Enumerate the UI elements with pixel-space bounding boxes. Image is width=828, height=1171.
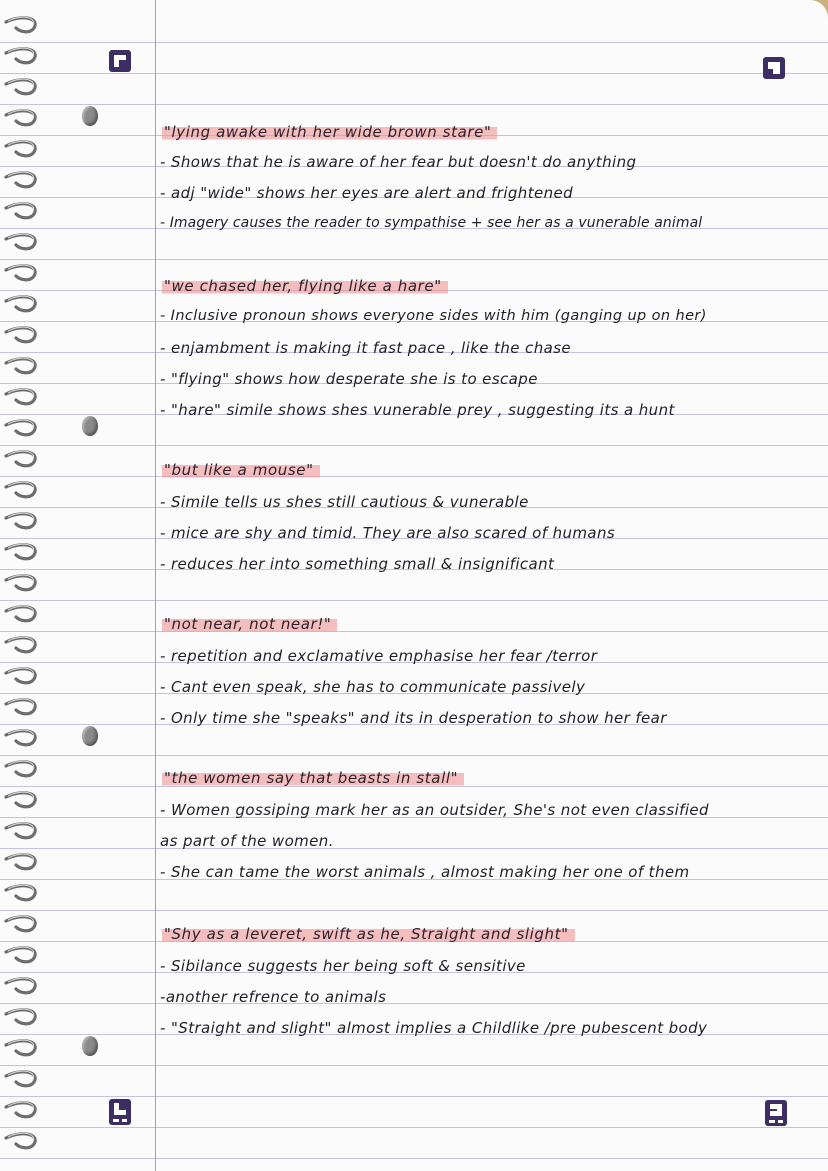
quote-heading: "not near, not near!" <box>162 615 337 633</box>
note-line: - Women gossiping mark her as an outsider, She's not even classified <box>160 801 709 819</box>
note-line: - Shows that he is aware of her fear but doesn't do anything <box>160 153 637 171</box>
note-line: - reduces her into something small & insignificant <box>160 555 555 573</box>
note-line: -another refrence to animals <box>160 988 387 1006</box>
note-line: - Cant even speak, she has to communicate passively <box>160 678 586 696</box>
punch-hole <box>82 106 98 126</box>
note-line: - Imagery causes the reader to sympathise + see her as a vunerable animal <box>160 215 703 231</box>
quote-heading: "the women say that beasts in stall" <box>162 769 464 787</box>
corner-logo-icon <box>109 50 131 72</box>
note-line: - "Straight and slight" almost implies a Childlike /pre pubescent body <box>160 1019 708 1037</box>
note-line: - Inclusive pronoun shows everyone sides with him (ganging up on her) <box>160 308 707 324</box>
note-line: - She can tame the worst animals , almost making her one of them <box>160 863 690 881</box>
note-line: - repetition and exclamative emphasise her fear /terror <box>160 647 598 665</box>
punch-hole <box>82 1036 98 1056</box>
note-line: - Simile tells us shes still cautious & vunerable <box>160 493 529 511</box>
quote-heading: "lying awake with her wide brown stare" <box>162 123 497 141</box>
note-line: - enjambment is making it fast pace , like the chase <box>160 339 572 357</box>
punch-hole <box>82 726 98 746</box>
quote-heading: "we chased her, flying like a hare" <box>162 277 448 295</box>
note-line: - Only time she "speaks" and its in desperation to show her fear <box>160 709 667 727</box>
punch-hole <box>82 416 98 436</box>
note-line: as part of the women. <box>160 832 334 850</box>
note-line: - adj "wide" shows her eyes are alert and frightened <box>160 184 574 202</box>
note-line: - "hare" simile shows shes vunerable prey , suggesting its a hunt <box>160 401 675 419</box>
margin-line <box>155 0 156 1171</box>
note-line: - Sibilance suggests her being soft & sensitive <box>160 957 526 975</box>
corner-logo-icon <box>765 1100 787 1126</box>
corner-logo-icon <box>109 1099 131 1125</box>
quote-heading: "Shy as a leveret, swift as he, Straight and slight" <box>162 925 575 943</box>
note-line: - mice are shy and timid. They are also scared of humans <box>160 524 616 542</box>
spiral-binding <box>0 0 44 1171</box>
quote-heading: "but like a mouse" <box>162 461 320 479</box>
corner-logo-icon <box>763 57 785 79</box>
note-line: - "flying" shows how desperate she is to escape <box>160 370 538 388</box>
